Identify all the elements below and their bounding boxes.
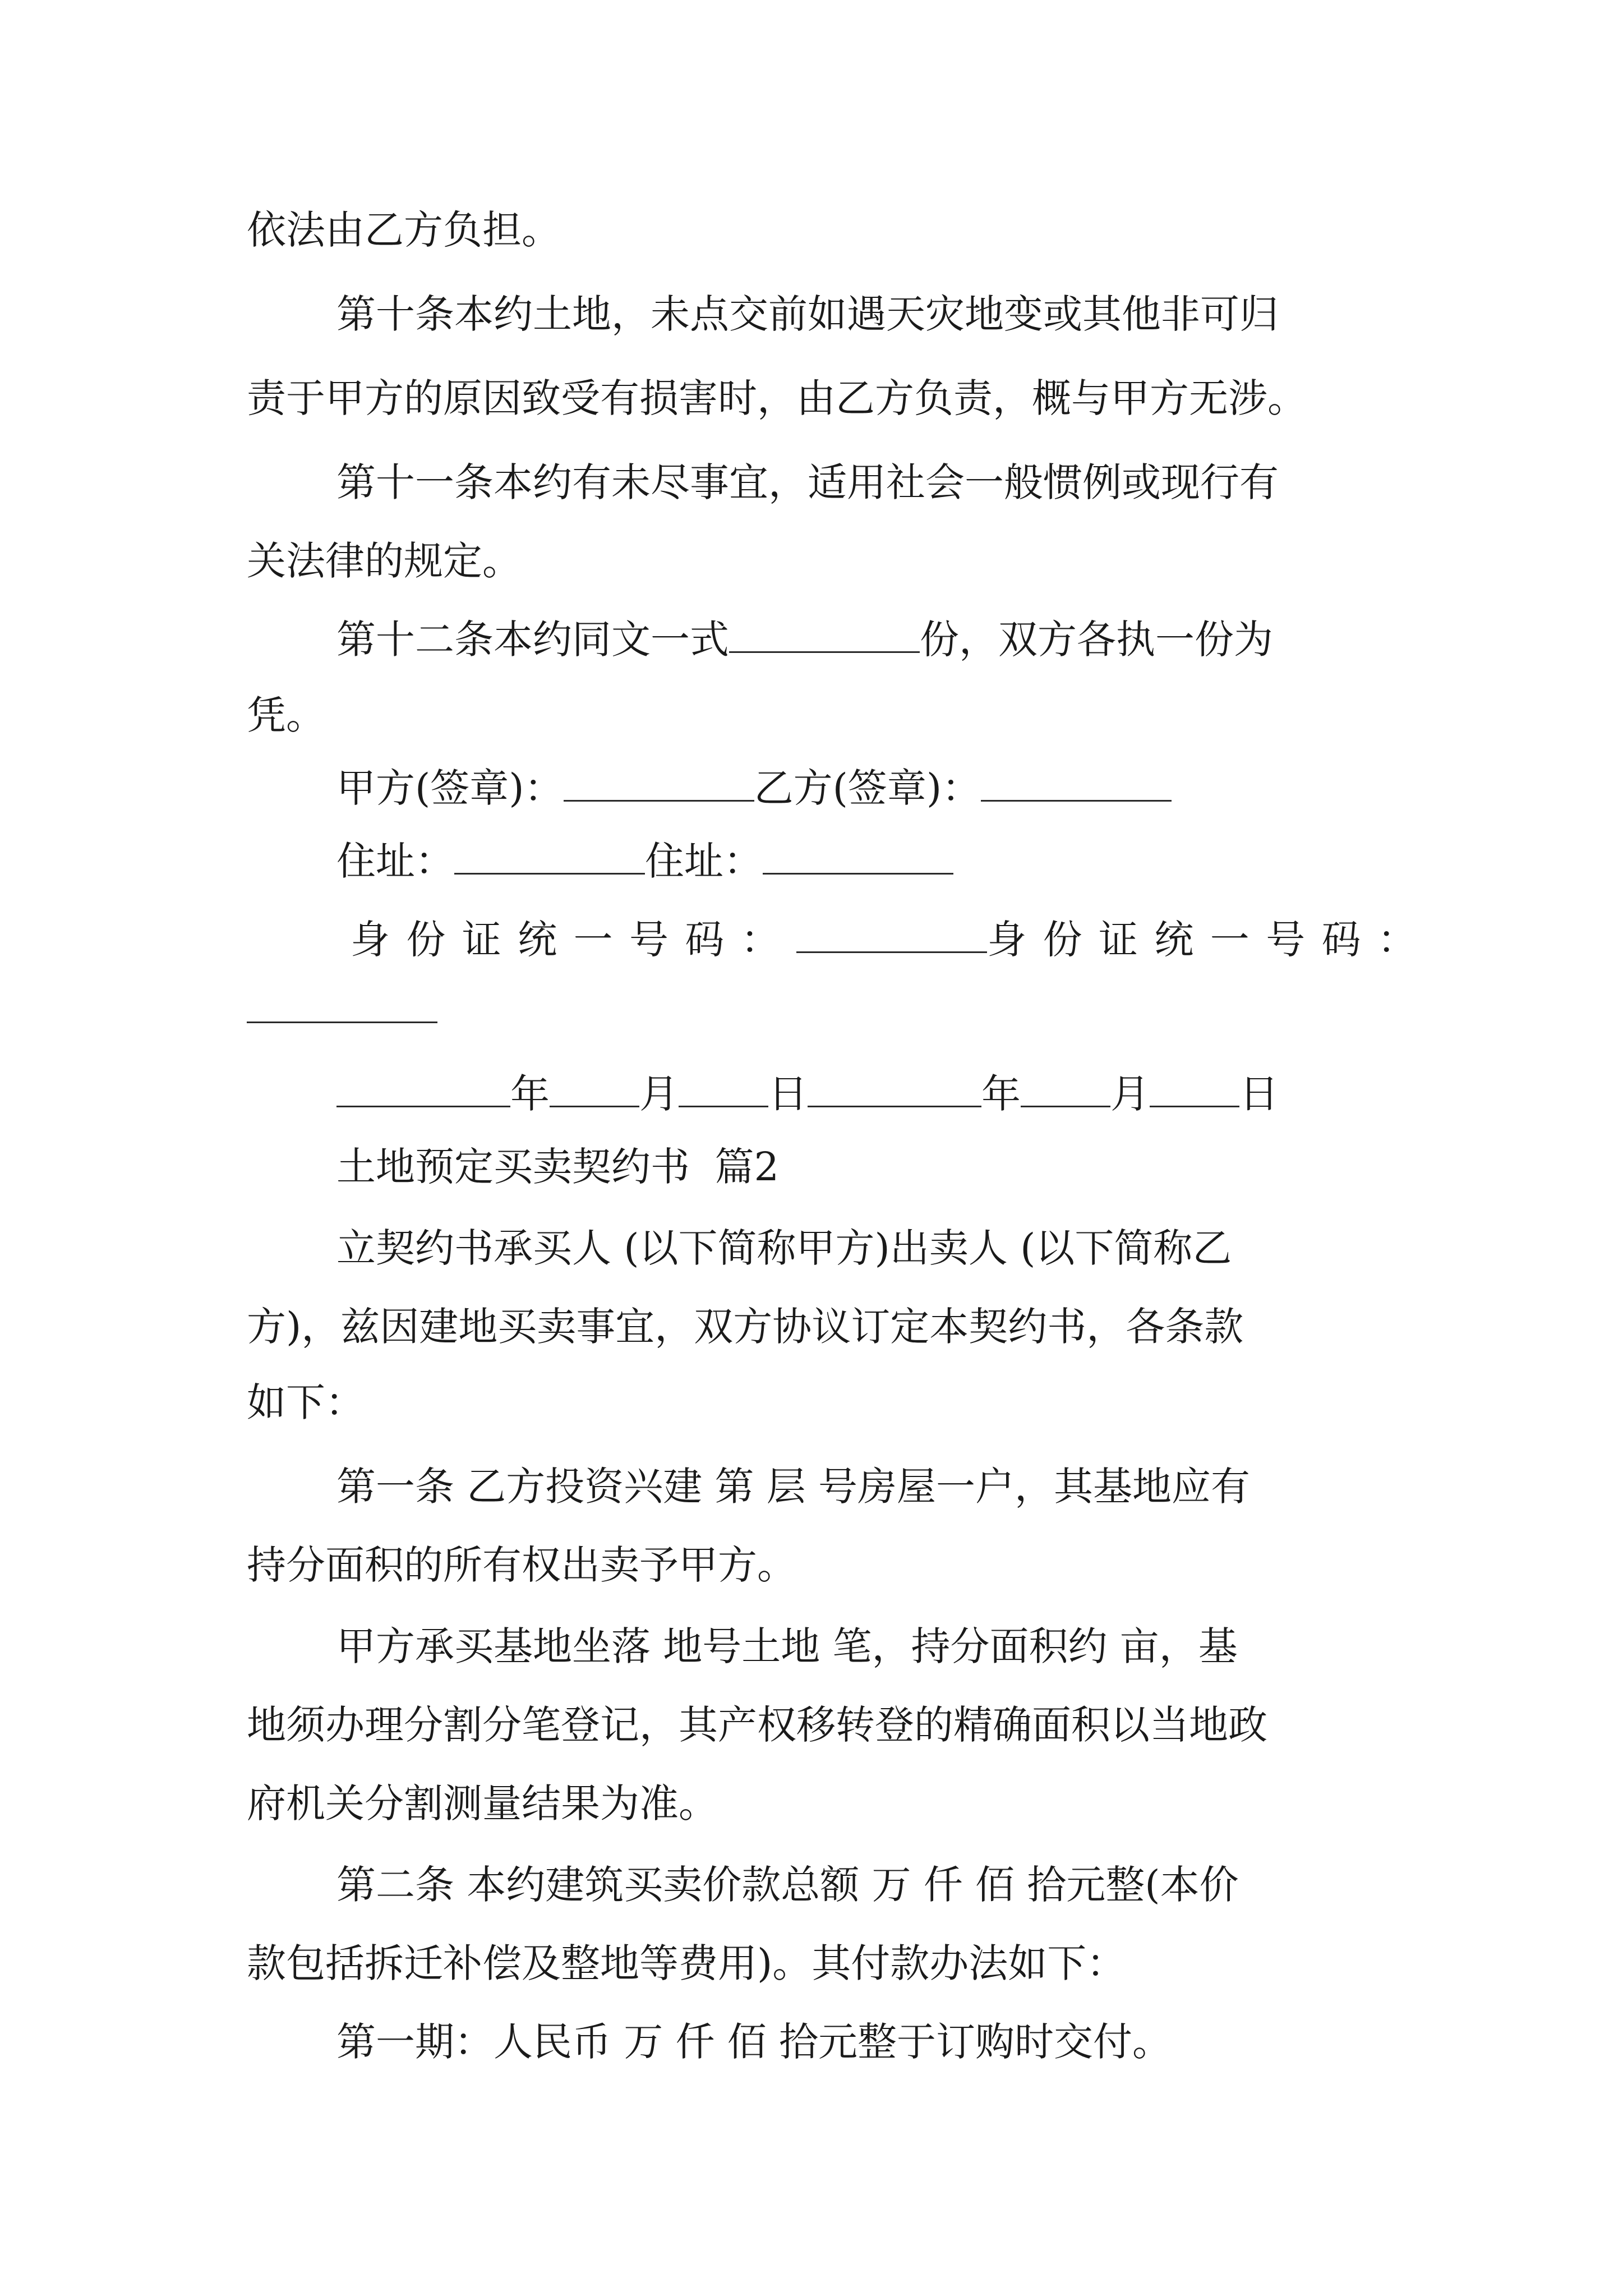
section-heading: 土地预定买卖契约书 篇2 xyxy=(336,1144,780,1190)
id-number-line: 身份证统一号码： 身份证统一号码： xyxy=(351,917,1433,963)
day-blank-a xyxy=(679,1071,768,1107)
party-a-signature-blank xyxy=(564,765,754,802)
day-blank-b xyxy=(1150,1071,1239,1107)
year-blank-b xyxy=(808,1071,981,1107)
article-11-line-1: 第十一条本约有未尽事宜，适用社会一般惯例或现行有 xyxy=(336,459,1279,505)
copies-blank xyxy=(729,616,920,653)
article-12-line-2: 凭。 xyxy=(247,692,325,738)
paragraph-line: 依法由乙方负担。 xyxy=(247,207,561,253)
preamble-line-2: 方)，兹因建地买卖事宜，双方协议订定本契约书，各条款 xyxy=(247,1304,1244,1350)
payment-phase-1-line: 第一期：人民币 万 仟 佰 拾元整于订购时交付。 xyxy=(336,2019,1172,2065)
clause-2-line-2: 款包括拆迁补偿及整地等费用)。其付款办法如下： xyxy=(247,1940,1126,1986)
preamble-line-1: 立契约书承买人 (以下简称甲方)出卖人 (以下简称乙 xyxy=(336,1225,1232,1271)
article-10-line-1: 第十条本约土地，未点交前如遇天灾地变或其他非可归 xyxy=(336,291,1279,337)
clause-1-para-2-line-2: 地须办理分割分笔登记，其产权移转登的精确面积以当地政 xyxy=(247,1702,1267,1748)
article-10-line-2: 责于甲方的原因致受有损害时，由乙方负责，概与甲方无涉。 xyxy=(247,375,1307,421)
clause-1-para-2-line-1: 甲方承买基地坐落 地号土地 笔，持分面积约 亩，基 xyxy=(336,1623,1238,1669)
id-number-line-2 xyxy=(247,982,437,1038)
clause-1-line-2: 持分面积的所有权出卖予甲方。 xyxy=(247,1542,796,1588)
month-blank-b xyxy=(1021,1071,1110,1107)
date-line: 年 月 日 年 月 日 xyxy=(336,1066,1279,1122)
clause-1-line-1: 第一条 乙方投资兴建 第 层 号房屋一户，其基地应有 xyxy=(336,1464,1251,1510)
party-b-address-blank xyxy=(763,838,953,875)
article-12-line-1: 第十二条本约同文一式 份，双方各执一份为 xyxy=(336,616,1273,662)
preamble-line-3: 如下： xyxy=(247,1379,365,1425)
signature-line: 甲方(签章)： 乙方(签章)： xyxy=(336,760,1172,816)
article-11-line-2: 关法律的规定。 xyxy=(247,538,522,584)
year-blank-a xyxy=(336,1071,510,1107)
clause-2-line-1: 第二条 本约建筑买卖价款总额 万 仟 佰 拾元整(本价 xyxy=(336,1862,1239,1908)
party-a-id-blank xyxy=(796,917,987,953)
party-b-signature-blank xyxy=(981,765,1172,802)
clause-1-para-2-line-3: 府机关分割测量结果为准。 xyxy=(247,1780,718,1826)
party-a-address-blank xyxy=(454,838,645,875)
address-line: 住址： 住址： xyxy=(336,833,953,889)
party-b-id-blank xyxy=(247,987,437,1023)
month-blank-a xyxy=(550,1071,639,1107)
